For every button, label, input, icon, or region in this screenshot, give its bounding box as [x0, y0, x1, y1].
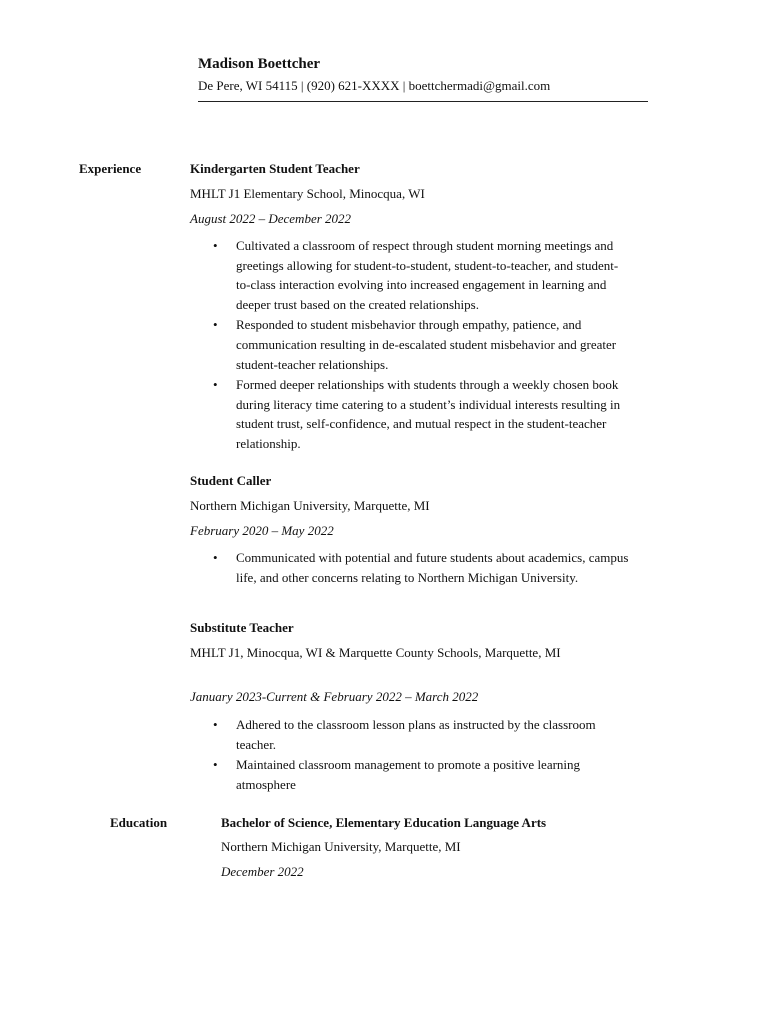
graduation-date: December 2022	[221, 864, 304, 879]
experience-label: Experience	[79, 161, 142, 176]
bullet-icon: •	[213, 317, 218, 333]
list-item: • Formed deeper relationships with students through a weekly chosen book during literacy time catering to a student’s individual interests resulting in student trust, self-confidence, and mutual respect in the student-teacher relationship.	[213, 377, 621, 451]
list-item: • Adhered to the classroom lesson plans as instructed by the classroom teacher.	[213, 717, 596, 752]
list-item: • Communicated with potential and future students about academics, campus life, and other concerns relating to Northern Michigan University.	[213, 550, 629, 585]
job-organization: MHLT J1 Elementary School, Minocqua, WI	[190, 186, 425, 201]
list-item: • Cultivated a classroom of respect through student morning meetings and greetings allowing for student-to-student, student-to-teacher, and student-to-class interaction evolving into increased engagement in learning and deeper trust based on the created relationships.	[213, 238, 619, 312]
job-title: Substitute Teacher	[190, 620, 294, 635]
education-label: Education	[110, 815, 168, 830]
job-bullet-list	[190, 715, 630, 795]
list-item: • Maintained classroom management to promote a positive learning atmosphere	[213, 757, 581, 792]
job-title: Student Caller	[190, 473, 272, 488]
bullet-icon: •	[213, 550, 218, 565]
job-dates: August 2022 – December 2022	[190, 211, 352, 226]
job-title: Kindergarten Student Teacher	[190, 161, 360, 176]
job-dates: January 2023-Current & February 2022 – March 2022	[190, 689, 479, 704]
bullet-icon: •	[213, 757, 218, 773]
bullet-icon: •	[213, 377, 218, 393]
header-divider	[198, 101, 648, 102]
job-organization: Northern Michigan University, Marquette, MI	[190, 498, 430, 513]
list-item: • Responded to student misbehavior through empathy, patience, and communication resulting in de-escalated student misbehavior and greater student-teacher relationships.	[213, 317, 617, 372]
contact-line: De Pere, WI 54115 | (920) 621-XXXX | boettchermadi@gmail.com	[198, 78, 551, 93]
job-bullet-list	[190, 548, 630, 588]
job-organization: MHLT J1, Minocqua, WI & Marquette County Schools, Marquette, MI	[190, 645, 561, 660]
resume-name: Madison Boettcher	[198, 56, 321, 72]
bullet-icon: •	[213, 238, 218, 253]
job-dates: February 2020 – May 2022	[190, 523, 334, 538]
degree-title: Bachelor of Science, Elementary Education Language Arts	[221, 815, 547, 830]
bullet-icon: •	[213, 717, 218, 732]
job-bullet-list	[190, 236, 630, 455]
school-name: Northern Michigan University, Marquette, MI	[221, 839, 461, 854]
